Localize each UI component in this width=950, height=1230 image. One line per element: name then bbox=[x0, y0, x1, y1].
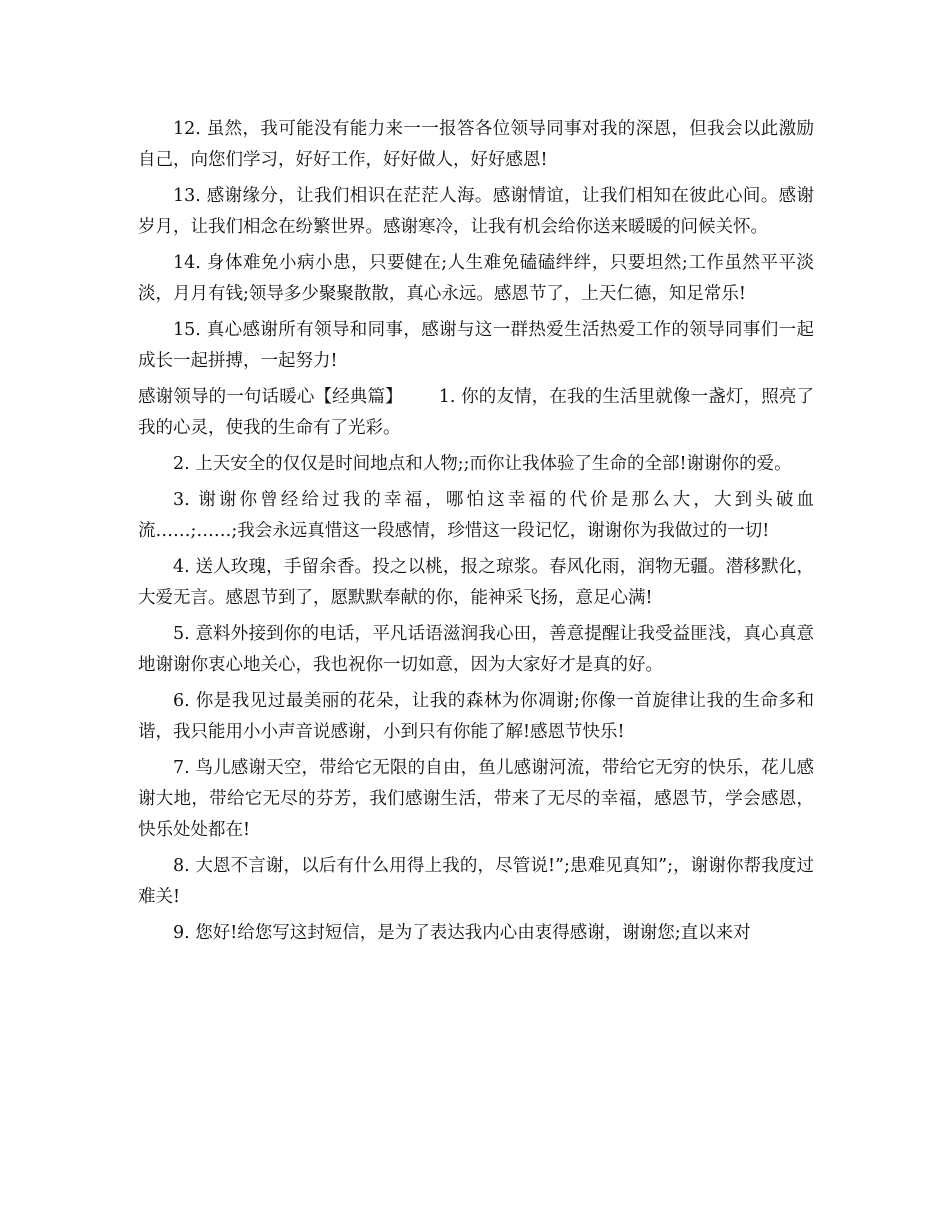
paragraph-3: 3. 谢谢你曾经给过我的幸福，哪怕这幸福的代价是那么大，大到头破血流……;……;我会永远真惜这一段感情，珍惜这一段记忆，谢谢你为我做过的一切! bbox=[138, 490, 814, 541]
paragraph-12: 12. 虽然，我可能没有能力来一一报答各位领导同事对我的深恩，但我会以此激励自己，向您们学习，好好工作，好好做人，好好感恩! bbox=[138, 119, 814, 170]
paragraph-7: 7. 鸟儿感谢天空，带给它无限的自由，鱼儿感谢河流，带给它无穷的快乐，花儿感谢大地，带给它无尽的芬芳，我们感谢生活，带来了无尽的幸福，感恩节，学会感恩，快乐处处都在! bbox=[138, 758, 814, 840]
paragraph-13: 13. 感谢缘分，让我们相识在茫茫人海。感谢情谊，让我们相知在彼此心间。感谢岁月，让我们相念在纷繁世界。感谢寒冷，让我有机会给你送来暖暖的问候关怀。 bbox=[138, 186, 814, 237]
paragraph-1: 1. 你的友情，在我的生活里就像一盏灯，照亮了我的心灵，使我的生命有了光彩。 bbox=[138, 387, 814, 438]
paragraph-4: 4. 送人玫瑰，手留余香。投之以桃，报之琼浆。春风化雨，润物无疆。潜移默化，大爱无言。感恩节到了，愿默默奉献的你，能神采飞扬，意足心满! bbox=[138, 557, 814, 608]
section-heading: 感谢领导的一句话暖心【经典篇】 bbox=[138, 387, 403, 407]
paragraph-14: 14. 身体难免小病小患，只要健在;人生难免磕磕绊绊，只要坦然;工作虽然平平淡淡，月月有钱;领导多少聚聚散散，真心永远。感恩节了，上天仁德，知足常乐! bbox=[138, 253, 814, 304]
paragraph-9: 9. 您好!给您写这封短信，是为了表达我内心由衷得感谢，谢谢您;直以来对 bbox=[173, 923, 751, 943]
document-page bbox=[138, 114, 814, 954]
paragraph-8: 8. 大恩不言谢，以后有什么用得上我的，尽管说!”;患难见真知”;，谢谢你帮我度过难关! bbox=[138, 856, 814, 907]
paragraph-5: 5. 意料外接到你的电话，平凡话语滋润我心田，善意提醒让我受益匪浅，真心真意地谢谢你衷心地关心，我也祝你一切如意，因为大家好才是真的好。 bbox=[138, 624, 814, 675]
section-heading-paragraph bbox=[138, 382, 814, 444]
paragraph-6: 6. 你是我见过最美丽的花朵，让我的森林为你凋谢;你像一首旋律让我的生命多和谐，我只能用小小声音说感谢，小到只有你能了解!感恩节快乐! bbox=[138, 691, 814, 742]
paragraph-15: 15. 真心感谢所有领导和同事，感谢与这一群热爱生活热爱工作的领导同事们一起成长一起拼搏，一起努力! bbox=[138, 320, 814, 371]
paragraph-2: 2. 上天安全的仅仅是时间地点和人物;;而你让我体验了生命的全部!谢谢你的爱。 bbox=[173, 454, 792, 474]
